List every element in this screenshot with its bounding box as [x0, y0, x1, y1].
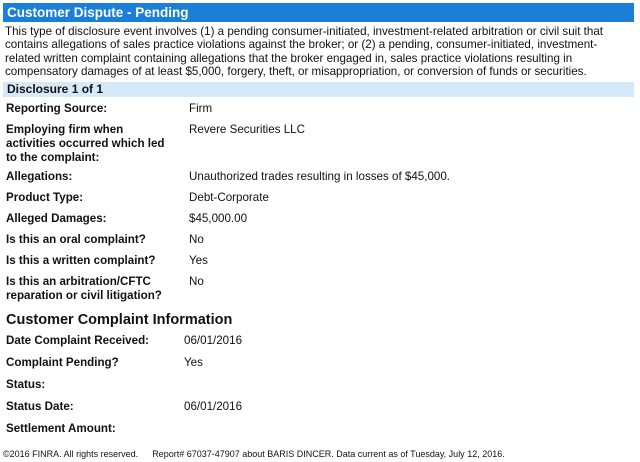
field-label-written-complaint: Is this a written complaint?	[6, 254, 156, 267]
field-value-oral-complaint: No	[189, 233, 204, 246]
field-value-status-date: 06/01/2016	[184, 400, 243, 413]
field-label-product-type: Product Type:	[6, 191, 84, 204]
disclosure-description: This type of disclosure event involves (1) a pending consumer-initiated, investment-related arbitration or civil suit that contains allegations of sales practice violations against the broker; or (2) a pending, consumer-initiated, investment-related written complaint containing allegations that the broker engaged in, sales practice violations resulting in compensatory damages of at least $5,000, forgery, theft, or misappropriation, or conversion of funds or securities.	[5, 25, 604, 79]
field-value-complaint-pending: Yes	[184, 356, 203, 369]
field-value-written-complaint: Yes	[189, 254, 208, 267]
field-value-arbitration: No	[189, 275, 204, 288]
field-label-status: Status:	[6, 378, 46, 391]
complaint-info-title: Customer Complaint Information	[6, 312, 233, 328]
field-label-date-received: Date Complaint Received:	[6, 334, 150, 347]
disclosure-subheader: Disclosure 1 of 1	[3, 82, 634, 97]
field-value-allegations: Unauthorized trades resulting in losses of $45,000.	[189, 170, 451, 183]
field-label-complaint-pending: Complaint Pending?	[6, 356, 119, 369]
section-header: Customer Dispute - Pending	[3, 3, 634, 22]
field-value-reporting-source: Firm	[189, 102, 213, 115]
field-value-employing-firm: Revere Securities LLC	[189, 123, 305, 136]
page-footer	[3, 449, 519, 460]
field-value-product-type: Debt-Corporate	[189, 191, 269, 204]
field-label-reporting-source: Reporting Source:	[6, 102, 108, 115]
field-label-settlement-amount: Settlement Amount:	[6, 422, 116, 435]
field-value-date-received: 06/01/2016	[184, 334, 243, 347]
footer-report-info: Report# 67037-47907 about BARIS DINCER. Data current as of Tuesday, July 12, 2016.	[152, 449, 505, 459]
field-label-allegations: Allegations:	[6, 170, 73, 183]
field-label-status-date: Status Date:	[6, 400, 74, 413]
field-label-oral-complaint: Is this an oral complaint?	[6, 233, 146, 246]
footer-copyright: ©2016 FINRA. All rights reserved.	[3, 449, 139, 459]
field-label-employing-firm: Employing firm when activities occurred which led to the complaint:	[6, 123, 165, 164]
field-value-alleged-damages: $45,000.00	[189, 212, 248, 225]
field-label-alleged-damages: Alleged Damages:	[6, 212, 107, 225]
field-label-arbitration: Is this an arbitration/CFTC reparation or civil litigation?	[6, 275, 162, 302]
